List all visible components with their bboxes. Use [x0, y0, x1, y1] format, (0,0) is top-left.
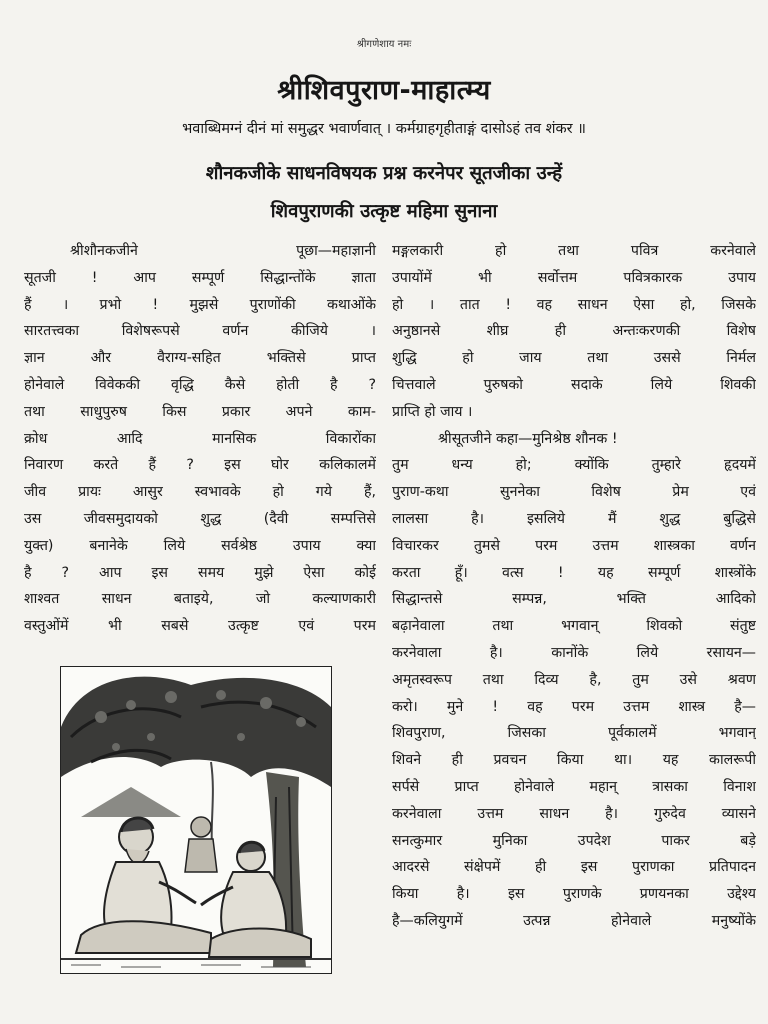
text-line: चित्तवाले पुरुषको सदाके लिये शिवकी	[392, 376, 756, 393]
text-line: सर्पसे प्राप्त होनेवाले महान् त्रासका विनाश	[392, 778, 756, 795]
page-title: श्रीशिवपुराण-माहात्म्य	[277, 75, 491, 106]
text-line: सूतजी ! आप सम्पूर्ण सिद्धान्तोंके ज्ञाता	[24, 269, 376, 286]
right-speaker-line	[392, 426, 756, 453]
text-line: है ? आप इस समय मुझे ऐसा कोई	[24, 564, 376, 581]
text-line: मङ्गलकारी हो तथा पवित्र करनेवाले	[392, 243, 756, 259]
text-line: निवारण करते हैं ? इस घोर कलिकालमें	[24, 457, 376, 474]
opening-verse: भवाब्धिमग्नं दीनं मां समुद्धर भवार्णवात् । कर्मग्राहगृहीताङ्गं दासोऽहं तव शंकर ॥	[182, 121, 586, 137]
text-line: करो। मुने ! वह परम उत्तम शास्त्र है—	[392, 698, 756, 715]
text-line: शुद्धि हो जाय तथा उससे निर्मल	[392, 350, 756, 367]
text-line: उस जीवसमुदायको शुद्ध (दैवी सम्पत्तिसे	[24, 510, 376, 527]
text-line: ज्ञान और वैराग्य-सहित भक्तिसे प्राप्त	[24, 350, 376, 367]
text-line: सारतत्त्वका विशेषरूपसे वर्णन कीजिये ।	[24, 323, 376, 340]
speaker-name: श्रीशौनकजीने	[70, 243, 138, 259]
text-line: तथा साधुपुरुष किस प्रकार अपने काम-	[24, 403, 376, 420]
text-line: करनेवाला है। कानोंके लिये रसायन—	[392, 644, 756, 661]
speaker-rest: पूछा—महाज्ञानी	[296, 243, 376, 259]
text-line: अमृतस्वरूप तथा दिव्य है, तुम उसे श्रवण	[392, 671, 756, 688]
text-line: बढ़ानेवाला तथा भगवान् शिवको संतुष्ट	[392, 618, 756, 635]
text-line: सिद्धान्तसे सम्पन्न, भक्ति आदिको	[392, 591, 756, 608]
text-line: जीव प्रायः आसुर स्वभावके हो गये हैं,	[24, 484, 376, 501]
text-line: शिवपुराण, जिसका पूर्वकालमें भगवान्	[392, 725, 756, 742]
text-line: उपायोंमें भी सर्वोत्तम पवित्रकारक उपाय	[392, 269, 756, 286]
text-line: किया है। इस पुराणके प्रणयनका उद्देश्य	[392, 886, 756, 903]
text-line: सनत्कुमार मुनिका उपदेश पाकर बड़े	[392, 832, 756, 849]
text-line: वस्तुओंमें भी सबसे उत्कृष्ट एवं परम	[24, 618, 376, 635]
text-line: है—कलियुगमें उत्पन्न होनेवाले मनुष्योंके	[392, 912, 756, 929]
text-line: लालसा है। इसलिये मैं शुद्ध बुद्धिसे	[392, 510, 756, 527]
text-line: शिवने ही प्रवचन किया था। यह कालरूपी	[392, 752, 756, 769]
text-line: करता हूँ। वत्स ! यह सम्पूर्ण शास्त्रोंके	[392, 564, 756, 581]
text-line: आदरसे संक्षेपमें ही इस पुराणका प्रतिपादन	[392, 859, 756, 876]
text-line: हो । तात ! वह साधन ऐसा हो, जिसके	[392, 296, 756, 313]
invocation-header: श्रीगणेशाय नमः	[356, 39, 412, 50]
text-line: युक्त) बनानेके लिये सर्वश्रेष्ठ उपाय क्या	[24, 537, 376, 554]
sages-under-tree-illustration	[60, 666, 332, 974]
text-line: तुम धन्य हो; क्योंकि तुम्हारे हृदयमें	[392, 457, 756, 474]
left-speaker-line	[24, 238, 376, 265]
text-line: विचारकर तुमसे परम उत्तम शास्त्रका वर्णन	[392, 537, 756, 554]
right-column	[392, 238, 756, 935]
illustration-icon	[61, 667, 331, 973]
chapter-heading-line-1: शौनकजीके साधनविषयक प्रश्न करनेपर सूतजीका उन्हें	[205, 163, 563, 184]
text-line: हैं । प्रभो ! मुझसे पुराणोंकी कथाओंके	[24, 296, 376, 313]
text-line: पुराण-कथा सुननेका विशेष प्रेम एवं	[392, 484, 756, 501]
speaker-name: श्रीसूतजीने कहा—मुनिश्रेष्ठ शौनक !	[438, 430, 618, 447]
text-line: करनेवाला उत्तम साधन है। गुरुदेव व्यासने	[392, 805, 756, 822]
left-column	[24, 238, 376, 640]
chapter-heading-line-2: शिवपुराणकी उत्कृष्ट महिमा सुनाना	[270, 201, 498, 222]
text-line: प्राप्ति हो जाय ।	[392, 403, 473, 420]
text-line: अनुष्ठानसे शीघ्र ही अन्तःकरणकी विशेष	[392, 323, 756, 340]
text-line: होनेवाले विवेककी वृद्धि कैसे होती है ?	[24, 376, 376, 393]
text-line: क्रोध आदि मानसिक विकारोंका	[24, 430, 376, 447]
text-line: शाश्वत साधन बताइये, जो कल्याणकारी	[24, 591, 376, 608]
